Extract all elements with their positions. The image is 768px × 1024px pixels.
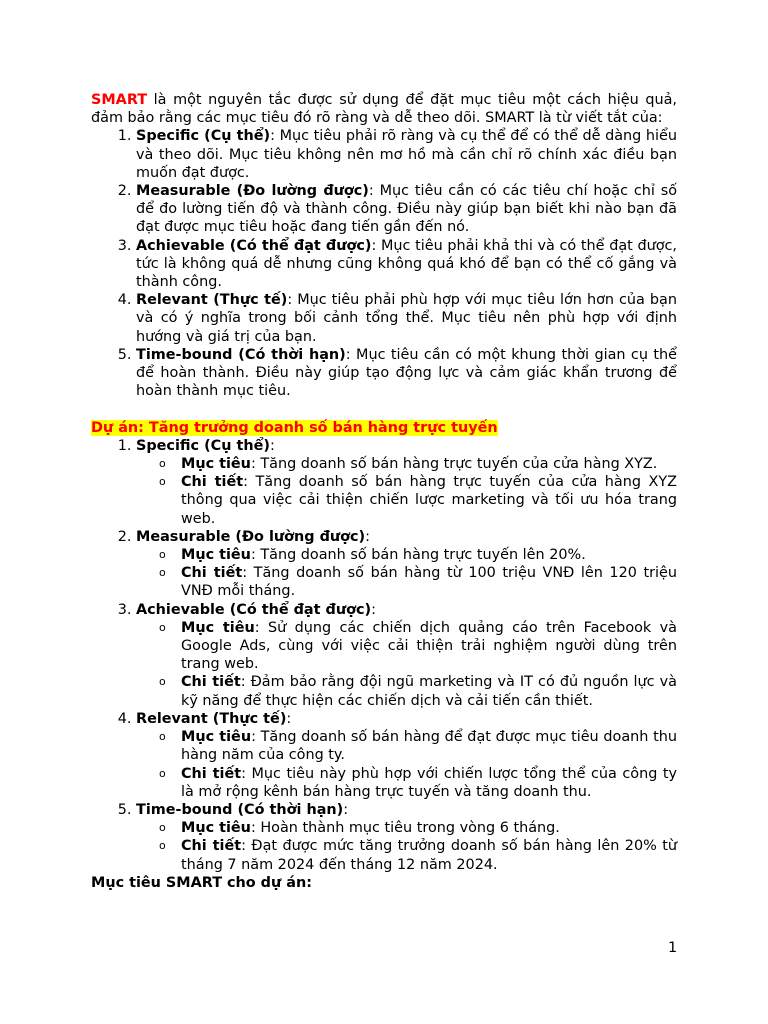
detail-item bbox=[181, 837, 677, 873]
detail-text: : Tăng doanh số bán hàng từ 100 triệu VNĐ lên 120 triệu VNĐ mỗi tháng. bbox=[181, 565, 678, 600]
project-item-measurable bbox=[136, 528, 677, 601]
project-item-specific bbox=[136, 437, 677, 528]
colon: : bbox=[365, 528, 370, 545]
project-item-achievable bbox=[136, 601, 677, 710]
colon: : bbox=[269, 437, 275, 454]
detail-text: : Đảm bảo rằng đội ngũ marketing và IT có đủ nguồn lực và kỹ năng để thực hiện các chiến dịch và cải tiến cần thiết. bbox=[181, 674, 678, 709]
goal-text: : Sử dụng các chiến dịch quảng cáo trên Facebook và Google Ads, cùng với việc cải thiện trải nghiệm người dùng trên trang web. bbox=[181, 619, 677, 673]
detail-label: Chi tiết bbox=[181, 765, 242, 782]
goal-label: Mục tiêu bbox=[181, 820, 251, 837]
criteria-item-measurable bbox=[136, 182, 677, 237]
project-sub-list bbox=[136, 728, 677, 801]
goal-label: Mục tiêu bbox=[181, 547, 251, 564]
spacer bbox=[91, 400, 677, 418]
detail-item bbox=[181, 765, 677, 801]
project-item-term: Achievable (Có thể đạt được) bbox=[136, 601, 372, 618]
project-sub-list bbox=[136, 619, 677, 710]
project-sub-list bbox=[136, 455, 677, 528]
detail-item bbox=[181, 473, 677, 528]
goal-label: Mục tiêu bbox=[181, 456, 251, 473]
criteria-desc: : Mục tiêu cần có một khung thời gian cụ thể để hoàn thành. Điều này giúp tạo động lực và cảm giác khẩn trương để hoàn thành mục tiêu. bbox=[136, 346, 677, 400]
criteria-item-time-bound bbox=[136, 346, 677, 401]
project-sub-list bbox=[136, 546, 677, 601]
criteria-desc: : Mục tiêu cần có các tiêu chí hoặc chỉ số để đo lường tiến độ và thành công. Điều này giúp bạn biết khi nào bạn đã đạt được mục tiêu hoặc đang tiến gần đến nó. bbox=[136, 183, 677, 236]
project-item-time-bound bbox=[136, 801, 677, 874]
detail-label: Chi tiết bbox=[181, 838, 242, 855]
criteria-desc: : Mục tiêu phải phù hợp với mục tiêu lớn hơn của bạn và có ý nghĩa trong bối cảnh tổng thể. Mục tiêu nên phù hợp với định hướng và giá trị của bạn. bbox=[136, 292, 677, 345]
project-item-term: Relevant (Thực tế) bbox=[136, 710, 287, 727]
intro-paragraph bbox=[91, 91, 677, 127]
colon: : bbox=[286, 710, 292, 727]
goal-item bbox=[181, 819, 677, 837]
project-item-term: Time-bound (Có thời hạn) bbox=[136, 801, 344, 818]
criteria-term: Achievable (Có thể đạt được) bbox=[136, 237, 372, 254]
colon: : bbox=[343, 801, 349, 818]
project-title-line bbox=[91, 419, 677, 437]
goal-item bbox=[181, 619, 677, 674]
goal-text: : Tăng doanh số bán hàng trực tuyến lên 20%. bbox=[250, 547, 586, 564]
closing-heading: Mục tiêu SMART cho dự án: bbox=[91, 874, 312, 891]
detail-text: : Tăng doanh số bán hàng trực tuyến của cửa hàng XYZ thông qua việc cải thiện chiến lược marketing và tối ưu hóa trang web. bbox=[181, 474, 677, 527]
detail-item bbox=[181, 673, 677, 709]
detail-label: Chi tiết bbox=[181, 565, 243, 582]
criteria-desc: : Mục tiêu phải khả thi và có thể đạt được, tức là không quá dễ nhưng cũng không quá khó để bạn có thể cố gắng và thành công. bbox=[136, 237, 677, 291]
goal-text: : Tăng doanh số bán hàng để đạt được mục tiêu doanh thu hàng năm của công ty. bbox=[181, 729, 677, 764]
project-item-term: Measurable (Đo lường được) bbox=[136, 528, 366, 545]
goal-item bbox=[181, 728, 677, 764]
goal-label: Mục tiêu bbox=[181, 729, 252, 746]
detail-text: : Mục tiêu này phù hợp với chiến lược tổng thể của công ty là mở rộng kênh bán hàng trực tuyến và tăng doanh thu. bbox=[181, 765, 677, 800]
goal-item bbox=[181, 455, 677, 473]
detail-text: : Đạt được mức tăng trưởng doanh số bán hàng lên 20% từ tháng 7 năm 2024 đến tháng 12 năm 2024. bbox=[181, 838, 678, 873]
criteria-term: Relevant (Thực tế) bbox=[136, 292, 288, 309]
colon: : bbox=[371, 601, 376, 618]
detail-label: Chi tiết bbox=[181, 674, 241, 691]
criteria-term: Time-bound (Có thời hạn) bbox=[136, 346, 346, 363]
goal-text: : Hoàn thành mục tiêu trong vòng 6 tháng. bbox=[250, 820, 560, 837]
project-sub-list bbox=[136, 819, 677, 874]
detail-item bbox=[181, 564, 677, 600]
goal-text: : Tăng doanh số bán hàng trực tuyến của cửa hàng XYZ. bbox=[250, 456, 658, 473]
goal-item bbox=[181, 546, 677, 564]
project-title: Dự án: Tăng trưởng doanh số bán hàng trực tuyến bbox=[91, 419, 498, 436]
criteria-item-achievable bbox=[136, 237, 677, 292]
criteria-item-specific bbox=[136, 127, 677, 182]
detail-label: Chi tiết bbox=[181, 474, 244, 491]
project-smart-list bbox=[91, 437, 677, 874]
page-number: 1 bbox=[668, 940, 678, 956]
intro-text: là một nguyên tắc được sử dụng để đặt mục tiêu một cách hiệu quả, đảm bảo rằng các mục tiêu đó rõ ràng và dễ theo dõi. SMART là từ viết tắt của: bbox=[91, 92, 677, 127]
project-item-relevant bbox=[136, 710, 677, 801]
smart-criteria-list bbox=[91, 127, 677, 400]
criteria-term: Measurable (Đo lường được) bbox=[136, 183, 369, 200]
criteria-term: Specific (Cụ thể) bbox=[136, 128, 271, 145]
criteria-desc: : Mục tiêu phải rõ ràng và cụ thể để có thể dễ dàng hiểu và theo dõi. Mục tiêu không nên mơ hồ mà cần chỉ rõ chính xác điều bạn muốn đạt được. bbox=[136, 128, 678, 181]
smart-keyword: SMART bbox=[91, 92, 148, 108]
document-body bbox=[91, 91, 677, 892]
goal-label: Mục tiêu bbox=[181, 619, 255, 636]
criteria-item-relevant bbox=[136, 291, 677, 346]
project-item-term: Specific (Cụ thể) bbox=[136, 437, 270, 454]
